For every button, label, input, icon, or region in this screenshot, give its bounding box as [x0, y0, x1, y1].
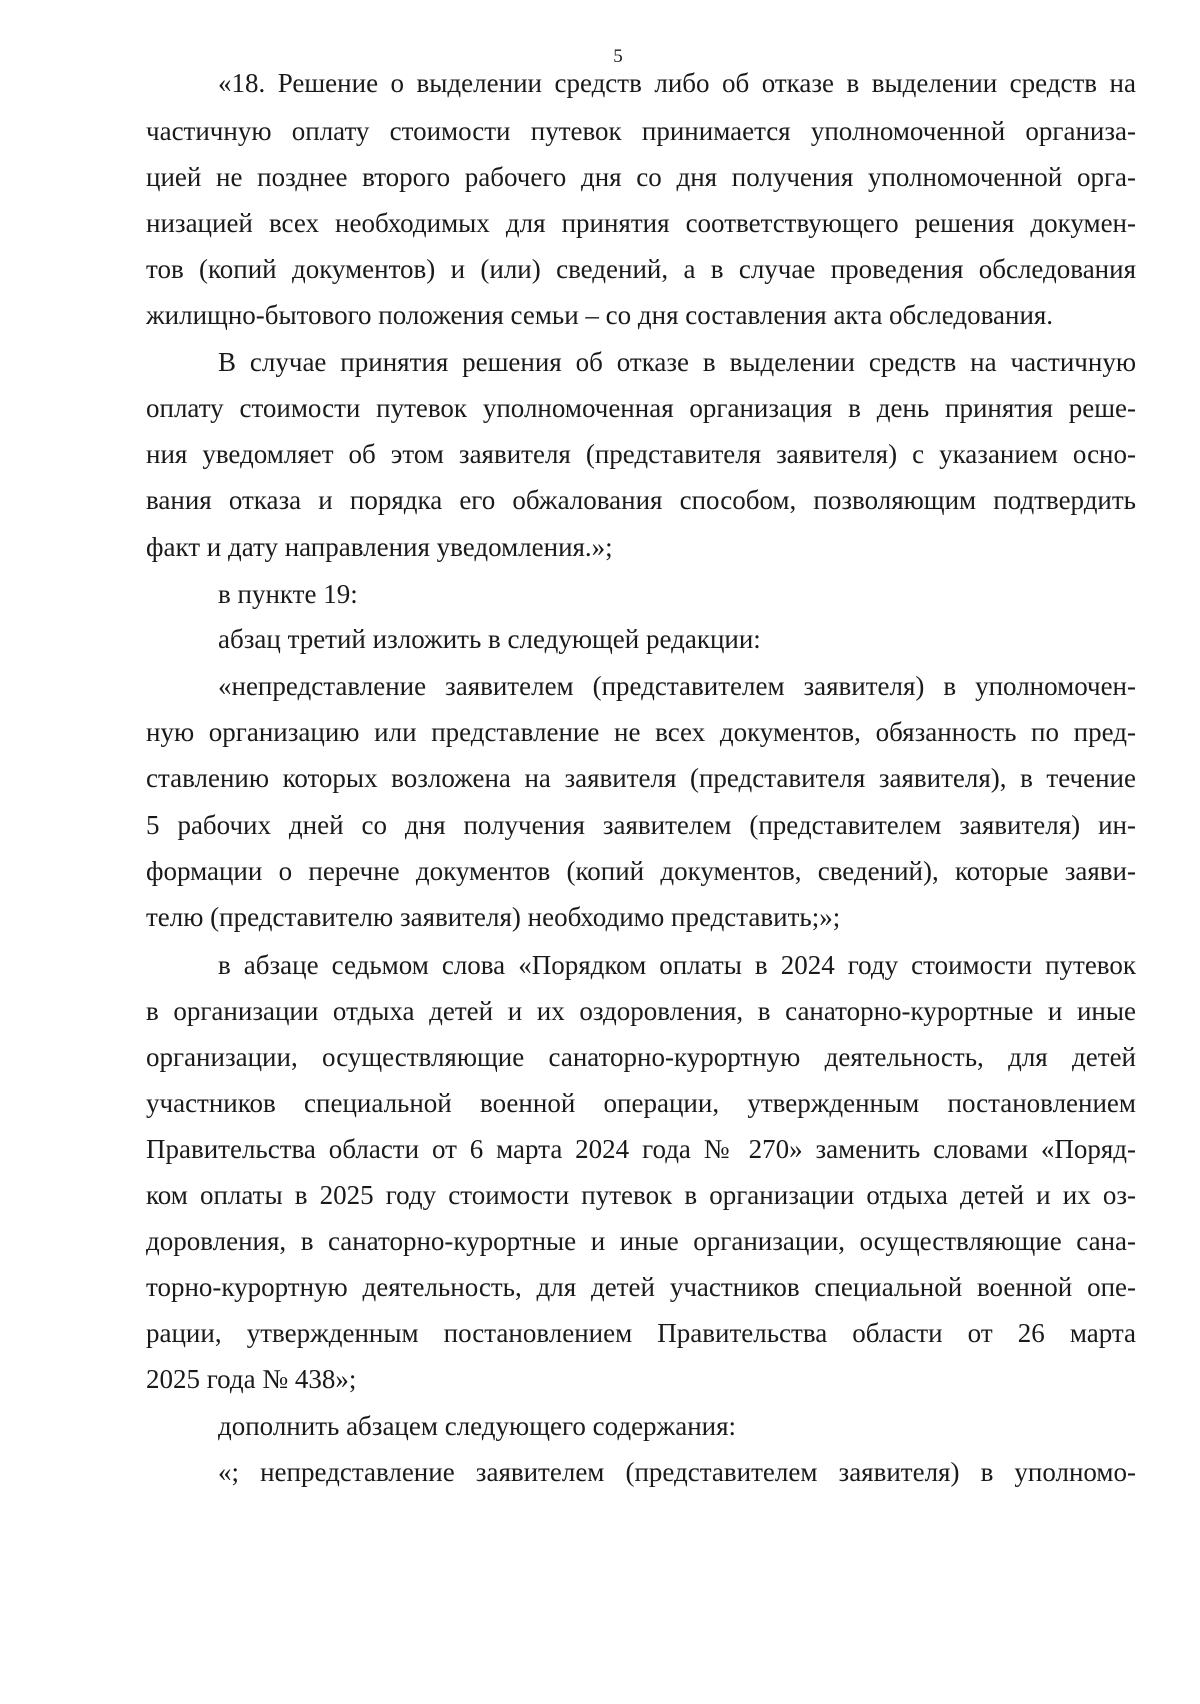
text-line: дополнить абзацем следующего содержания: — [218, 1411, 737, 1441]
text-line: в абзаце седьмом слова «Порядком оплаты в 2024 году стоимости путевок — [218, 950, 1136, 980]
text-line: Правительства области от 6 марта 2024 года № 270» заменить словами «Поряд- — [146, 1134, 1136, 1164]
text-line: организации, осуществляющие санаторно-курортную деятельность, для детей — [146, 1042, 1136, 1072]
text-line: тов (копий документов) и (или) сведений, а в случае проведения обследования — [146, 254, 1136, 284]
text-line: формации о перечне документов (копий документов, сведений), которые заяви- — [146, 856, 1136, 886]
text-line: торно-курортную деятельность, для детей участников специальной военной опе- — [146, 1272, 1136, 1302]
text-line: низацией всех необходимых для принятия соответствующего решения докумен- — [146, 208, 1136, 238]
text-line: частичную оплату стоимости путевок принимается уполномоченной организа- — [146, 116, 1136, 146]
text-line: цией не позднее второго рабочего дня со дня получения уполномоченной орга- — [146, 162, 1136, 192]
text-line: 5 рабочих дней со дня получения заявителем (представителем заявителя) ин- — [146, 810, 1136, 840]
text-line: оплату стоимости путевок уполномоченная организация в день принятия реше- — [146, 393, 1136, 423]
text-line: ком оплаты в 2025 году стоимости путевок в организации отдыха детей и их оз- — [146, 1180, 1136, 1210]
text-line: «; непредставление заявителем (представителем заявителя) в уполномо- — [218, 1457, 1136, 1487]
text-line: доровления, в санаторно-курортные и иные организации, осуществляющие сана- — [146, 1226, 1136, 1256]
text-line: в организации отдыха детей и их оздоровления, в санаторно-курортные и иные — [146, 996, 1136, 1026]
text-line: 2025 года № 438»; — [146, 1364, 357, 1394]
text-line: телю (представителю заявителя) необходимо представить;»; — [146, 902, 841, 932]
text-line: участников специальной военной операции, утвержденным постановлением — [146, 1088, 1136, 1118]
text-line: факт и дату направления уведомления.»; — [146, 532, 613, 562]
text-line: в пункте 19: — [218, 579, 358, 609]
text-line: В случае принятия решения об отказе в выделении средств на частичную — [218, 347, 1136, 377]
text-line: рации, утвержденным постановлением Правительства области от 26 марта — [146, 1318, 1136, 1348]
text-line: абзац третий изложить в следующей редакции: — [218, 624, 761, 654]
text-line: жилищно-бытового положения семьи – со дня составления акта обследования. — [146, 300, 1054, 330]
text-line: ную организацию или представление не всех документов, обязанность по пред- — [146, 717, 1136, 747]
text-line: ставлению которых возложена на заявителя (представителя заявителя), в течение — [146, 763, 1136, 793]
text-line: вания отказа и порядка его обжалования способом, позволяющим подтвердить — [146, 485, 1136, 515]
text-line: ния уведомляет об этом заявителя (представителя заявителя) с указанием осно- — [146, 439, 1136, 469]
text-line: «непредставление заявителем (представителем заявителя) в уполномочен- — [218, 671, 1136, 701]
text-line: «18. Решение о выделении средств либо об отказе в выделении средств на — [218, 68, 1136, 98]
page-number: 5 — [613, 46, 623, 67]
